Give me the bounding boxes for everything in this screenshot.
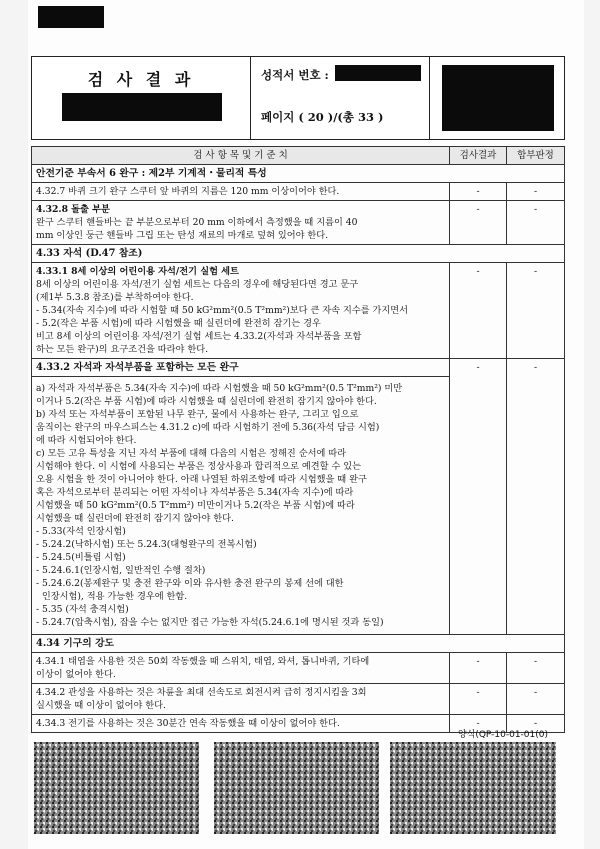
- item-text: - 5.33(자석 인장시험): [36, 526, 126, 537]
- item-text: - 5.24.6.2(봉제완구 및 충전 완구와 이와 유사한 충전 완구의 봉제 선에 대한: [36, 578, 344, 589]
- col-header-verdict: 합부판정: [507, 147, 565, 165]
- redacted-noise-block: [34, 742, 199, 834]
- item-text: 시험했을 때 50 kG²mm²(0.5 T²mm²) 미만이거나 5.2(작은 부품 시험)에 따라: [36, 500, 355, 511]
- redacted-noise-block: [390, 742, 556, 834]
- header-info-cell: [251, 57, 430, 139]
- table-row: [32, 183, 565, 201]
- item-text: 8세 이상의 어린이용 자석/전기 실험 세트는 다음의 경우에 해당된다면 경고 문구: [36, 279, 359, 290]
- item-text: - 5.24.5(비틀림 시험): [36, 552, 126, 563]
- table-header-row: [32, 147, 565, 165]
- item-text: 비고 8세 이상의 어린이용 자석/전기 실험 세트는 4.33.2(자석과 자석부품을 포함: [36, 331, 362, 342]
- verdict-cell: -: [507, 684, 565, 715]
- table-row: [32, 263, 565, 359]
- section-row: [32, 245, 565, 263]
- item-text: 4.34.1 태엽을 사용한 것은 50회 작동했을 때 스위치, 태엽, 와셔, 톱니바퀴, 기타에: [36, 656, 370, 667]
- item-text: 움직이는 완구의 마우스피스는 4.31.2 c)에 따라 시험하기 전에 5.36(자석 담금 시험): [36, 422, 380, 433]
- item-text: mm 이상인 둥근 핸들바 그립 또는 탄성 재료의 마개로 덮혀 있어야 한다.: [36, 230, 329, 241]
- item-text: b) 자석 또는 자석부품이 포함된 나무 완구, 물에서 사용하는 완구, 그리고 입으로: [36, 409, 359, 420]
- item-text: a) 자석과 자석부품은 5.34(자속 지수)에 따라 시험했을 때 50 kG²mm²(0.5 T²mm²) 미만: [36, 383, 403, 394]
- table-row: [32, 201, 565, 245]
- redacted-stamp: [442, 65, 554, 131]
- col-header-result: 검사결과: [450, 147, 507, 165]
- col-header-item: 검 사 항 목 및 기 준 치: [32, 147, 450, 165]
- cert-no-label: 성적서 번호 :: [261, 68, 329, 82]
- item-text: - 5.24.6.1(인장시험, 일반적인 수행 절차): [36, 565, 206, 576]
- item-text: 인장시험), 적용 가능한 경우에 한함.: [36, 591, 188, 602]
- report-header: [31, 56, 565, 140]
- result-cell: -: [450, 183, 507, 201]
- verdict-cell: -: [507, 201, 565, 245]
- result-cell: -: [450, 359, 507, 635]
- result-cell: -: [450, 684, 507, 715]
- result-cell: -: [450, 715, 507, 733]
- item-text: 오용 시험을 한 것이 아니어야 한다. 아래 나열된 하위조항에 따라 시험했을 때 완구: [36, 474, 367, 485]
- item-text: - 5.35 (자석 충격시험): [36, 604, 129, 615]
- item-body: [32, 377, 450, 635]
- redacted-cert-no: [335, 65, 421, 81]
- result-cell: -: [450, 653, 507, 684]
- redacted-block: [62, 93, 222, 121]
- header-title-cell: [32, 57, 251, 139]
- item-text: 4.32.7 바퀴 크기 완구 스쿠터 앞 바퀴의 지름은 120 mm 이상이어야 한다.: [36, 186, 340, 197]
- section-row: [32, 165, 565, 183]
- section-row: [32, 359, 565, 377]
- item-text: 완구 스쿠터 핸들바는 끝 부분으로부터 20 mm 이하에서 측정했을 때 지름이 40: [36, 217, 358, 228]
- item-text: - 5.34(자속 지수)에 따라 시험할 때 50 kG²mm²(0.5 T²mm²)보다 큰 자속 지수를 가지면서: [36, 305, 408, 316]
- item-text: (제1부 5.3.8 참조)를 부착하여야 한다.: [36, 292, 194, 303]
- section-title: 안전기준 부속서 6 완구 : 제2부 기계적・물리적 특성: [32, 165, 565, 183]
- item-text: 하는 모든 완구)의 요구조건을 따라야 한다.: [36, 344, 208, 355]
- page-indicator: 페이지 ( 20 )/(총 33 ): [261, 110, 384, 124]
- verdict-cell: -: [507, 359, 565, 635]
- result-cell: -: [450, 201, 507, 245]
- verdict-cell: -: [507, 183, 565, 201]
- item-text: 4.34.2 관성을 사용하는 것은 차륜을 최대 선속도로 회전시켜 급히 정지시킴을 3회: [36, 687, 367, 698]
- verdict-cell: -: [507, 263, 565, 359]
- result-cell: -: [450, 263, 507, 359]
- section-row: [32, 635, 565, 653]
- form-code: 양식(QP-10-01-01(0): [457, 730, 548, 740]
- item-text: 에 따라 시험되어야 한다.: [36, 435, 137, 446]
- item-text: - 5.24.7(압축시험), 잡을 수는 없지만 접근 가능한 자석(5.24.6.1에 명시된 것과 동일): [36, 617, 384, 628]
- item-text: 이상이 없어야 한다.: [36, 669, 116, 680]
- table-row: [32, 684, 565, 715]
- item-text: 혹은 자석으로부터 분리되는 어떤 자석이나 자석부품은 5.34(자속 지수)에 따라: [36, 487, 354, 498]
- item-title: 4.33.1 8세 이상의 어린이용 자석/전기 실험 세트: [36, 266, 239, 277]
- item-text: - 5.2(작은 부품 시험)에 따라 시험했을 때 실린더에 완전히 잠기는 경우: [36, 318, 321, 329]
- table-row: [32, 653, 565, 684]
- item-title: 4.32.8 돌출 부분: [36, 204, 110, 215]
- inspection-table: [31, 146, 565, 733]
- item-text: c) 모든 고유 특성을 지닌 자석 부품에 대해 다음의 시험은 정해진 순서에 따라: [36, 448, 347, 459]
- item-text: 4.34.3 전기를 사용하는 것은 30분간 연속 작동했을 때 이상이 없어야 한다.: [36, 718, 340, 729]
- redacted-logo: [38, 6, 104, 28]
- item-text: 시험해야 한다. 이 시험에 사용되는 부품은 정상사용과 합리적으로 예견할 수 있는: [36, 461, 362, 472]
- item-text: 시험했을 때 실린더에 완전히 잠기지 않아야 한다.: [36, 513, 234, 524]
- page-title: 검 사 결 과: [87, 70, 195, 89]
- verdict-cell: -: [507, 653, 565, 684]
- redacted-noise-block: [214, 742, 379, 834]
- section-title: 4.33 자석 (D.47 참조): [32, 245, 565, 263]
- item-text: - 5.24.2(낙하시험) 또는 5.24.3(대형완구의 전복시험): [36, 539, 257, 550]
- section-title: 4.34 기구의 강도: [32, 635, 565, 653]
- verdict-cell: -: [507, 715, 565, 733]
- item-text: 이거나 5.2(작은 부품 시험)에 따라 시험했을 때 실린더에 완전히 잠기지 않아야 한다.: [36, 396, 377, 407]
- item-text: 실시했을 때 이상이 없어야 한다.: [36, 700, 166, 711]
- item-title: 4.33.2 자석과 자석부품을 포함하는 모든 완구: [32, 359, 450, 377]
